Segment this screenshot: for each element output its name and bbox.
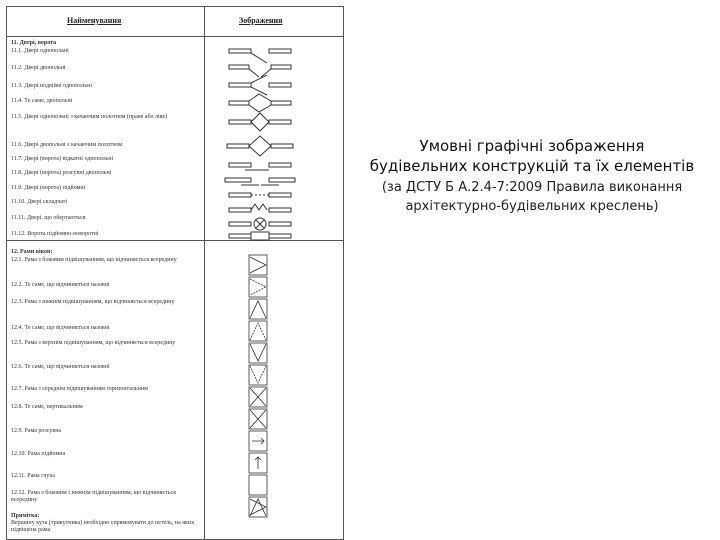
door-row-11-1: 11.1. Двері однопольні [11, 48, 69, 54]
door-revolving-symbol [229, 218, 291, 230]
door-row-11-3: 11.3. Двері подвійні однопольні [11, 83, 93, 89]
door-double-double-symbol [229, 94, 291, 112]
symbols-table [6, 6, 344, 540]
door-swing-single-symbol [229, 113, 291, 131]
window-row-12-12: 12.12. Рама з боковим і нижнім підвішуванням, що відчиняється всередину [11, 490, 176, 503]
window-frame-12-10 [249, 453, 267, 473]
door-row-11-10: 11.10. Двері складчаті [11, 199, 68, 205]
caption-subtitle-line-1: (за ДСТУ Б А.2.4-7:2009 Правила виконання [381, 180, 683, 195]
caption-title-line-2: будівельних конструкцій та їх елементів [369, 157, 695, 175]
door-lifting-symbol [229, 193, 291, 197]
door-row-11-6: 11.6. Двері двопольні з качаючим полотном [11, 142, 123, 148]
window-row-12-11: 12.11. Рама глуха [11, 473, 55, 479]
door-single-symbol [229, 49, 291, 63]
window-frame-12-12 [249, 497, 267, 517]
doors-section-title: 11. Двері, ворота [11, 40, 57, 46]
door-double-symbol [229, 65, 291, 77]
door-row-11-12: 11.12. Ворота підйомно-поворотні [11, 231, 99, 237]
slide-caption [348, 136, 716, 216]
gate-lift-swing-symbol [229, 232, 291, 240]
window-row-12-10: 12.10. Рама підйомна [11, 451, 66, 457]
column-header-image: Зображення [239, 16, 283, 25]
window-row-12-3: 12.3. Рама з нижнім підвішуванням, що відчиняється всередину [11, 299, 175, 305]
door-double-single-symbol [229, 75, 291, 95]
window-row-12-9: 12.9. Рама розсувна [11, 428, 62, 434]
door-row-11-7: 11.7. Двері (ворота) відкатні однопольні [11, 156, 114, 162]
window-frame-symbols [247, 253, 269, 519]
window-frame-12-1 [249, 255, 267, 275]
header-rule [7, 36, 343, 37]
window-row-12-1: 12.1. Рама з боковим підвішуванням, що відчиняється всередину [11, 257, 177, 263]
caption-title-line-1: Умовні графічні зображення [419, 137, 645, 155]
note-label: Примітка: [11, 513, 40, 519]
window-frame-12-11 [249, 475, 267, 495]
window-row-12-2: 12.2. Те саме, що відчиняється назовні [11, 282, 110, 288]
door-row-11-9: 11.9. Двері (ворота) підйомні [11, 185, 86, 191]
window-row-12-5: 12.5. Рама з верхнім підвішуванням, що відчиняється всередину [11, 340, 176, 346]
window-frame-12-3 [249, 299, 267, 319]
door-swing-double-symbol [227, 136, 293, 156]
window-frame-12-5 [249, 343, 267, 363]
window-row-12-4: 12.4. Те саме, що відчиняється назовні [11, 325, 110, 331]
caption-subtitle-line-2: архітектурно-будівельних креслень) [405, 199, 659, 214]
window-row-12-8: 12.8. Те саме, вертикальним [11, 404, 83, 410]
window-frame-12-4 [249, 321, 267, 341]
door-row-11-8: 11.8. Двері (ворота) розсувні двопольні [11, 170, 112, 176]
window-row-12-7: 12.7. Рама з середнім підвішуванням горизонтальним [11, 386, 148, 392]
window-frame-12-8 [249, 409, 267, 429]
window-row-12-6: 12.6. Те саме, що відчиняється назовні [11, 364, 110, 370]
door-row-11-11: 11.11. Двері, що обертаються [11, 215, 86, 221]
column-divider [204, 7, 205, 539]
door-row-11-4: 11.4. Те саме, двопольні [11, 98, 73, 104]
column-header-name: Найменування [67, 16, 122, 25]
door-sliding-single-symbol [229, 163, 291, 170]
window-frame-12-6 [249, 365, 267, 385]
door-row-11-2: 11.2. Двері двопольні [11, 65, 66, 71]
door-sliding-double-symbol [225, 178, 295, 185]
note-text: Вершину кута (трикутника) необхідно спрямовувати до петель, на яких підвішена рама [11, 520, 195, 533]
door-symbols [221, 45, 301, 241]
window-frame-12-7 [249, 387, 267, 407]
window-frame-12-9 [249, 431, 267, 451]
door-row-11-5: 11.5. Двері однопольні з качаючим полотном (праве або ліве) [11, 114, 168, 120]
window-frame-12-2 [249, 277, 267, 297]
door-folding-symbol [229, 204, 291, 212]
windows-section-title: 12. Рами вікон: [11, 249, 53, 255]
